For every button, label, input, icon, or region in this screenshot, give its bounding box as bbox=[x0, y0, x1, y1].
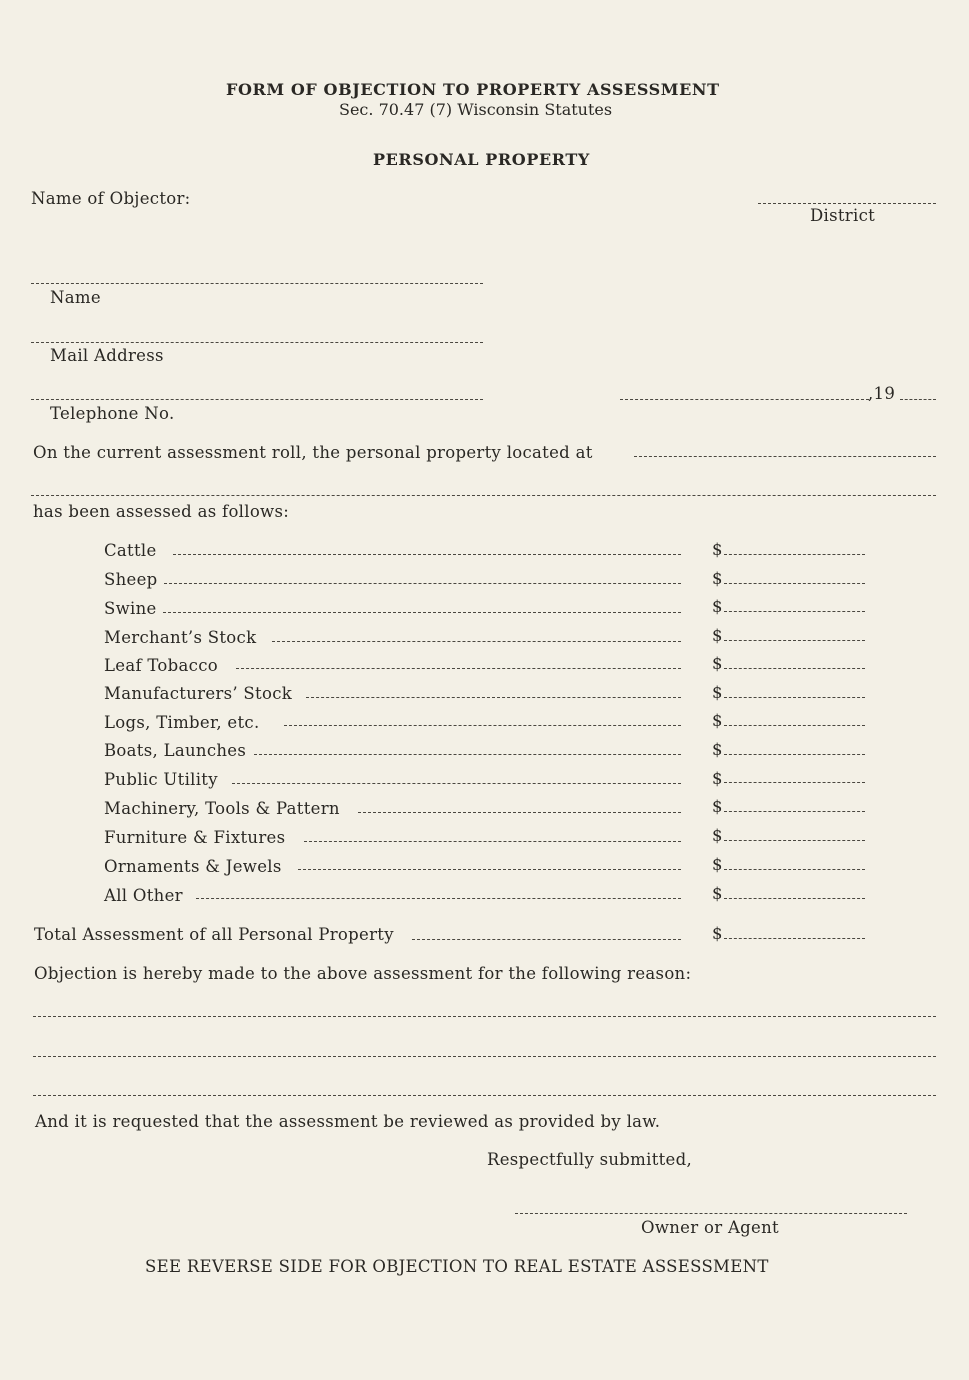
amount-field-logs-timber[interactable] bbox=[724, 725, 865, 726]
item-line-merchants-stock bbox=[272, 641, 681, 642]
dollar-sign: $ bbox=[712, 924, 723, 943]
item-line-boats-launches bbox=[254, 754, 681, 755]
item-line-logs-timber bbox=[284, 725, 681, 726]
item-label-manufacturers-stock: Manufacturers’ Stock bbox=[104, 684, 293, 703]
dollar-sign: $ bbox=[712, 769, 723, 788]
item-label-swine: Swine bbox=[104, 599, 157, 618]
dollar-sign: $ bbox=[712, 797, 723, 816]
footer-note: SEE REVERSE SIDE FOR OBJECTION TO REAL ESTATE ASSESSMENT bbox=[145, 1257, 769, 1276]
reason-line-3[interactable] bbox=[33, 1095, 936, 1096]
item-line-cattle bbox=[173, 554, 681, 555]
signature-label: Owner or Agent bbox=[641, 1218, 779, 1237]
dollar-sign: $ bbox=[712, 884, 723, 903]
district-label: District bbox=[810, 206, 876, 225]
name-line[interactable] bbox=[31, 283, 483, 284]
item-line-furniture-fixtures bbox=[304, 841, 681, 842]
item-line-sheep bbox=[164, 583, 681, 584]
signature-line[interactable] bbox=[515, 1213, 907, 1214]
total-amount-field[interactable] bbox=[724, 938, 865, 939]
location-text: On the current assessment roll, the personal property located at bbox=[33, 443, 593, 462]
amount-field-all-other[interactable] bbox=[724, 898, 865, 899]
amount-field-furniture-fixtures[interactable] bbox=[724, 840, 865, 841]
location-line-2[interactable] bbox=[31, 495, 936, 496]
item-label-logs-timber: Logs, Timber, etc. bbox=[104, 713, 260, 732]
item-label-all-other: All Other bbox=[104, 886, 183, 905]
item-label-public-utility: Public Utility bbox=[104, 770, 218, 789]
dollar-sign: $ bbox=[712, 654, 723, 673]
item-line-manufacturers-stock bbox=[306, 697, 681, 698]
item-label-ornaments-jewels: Ornaments & Jewels bbox=[104, 857, 282, 876]
amount-field-manufacturers-stock[interactable] bbox=[724, 697, 865, 698]
dollar-sign: $ bbox=[712, 597, 723, 616]
amount-field-cattle[interactable] bbox=[724, 554, 865, 555]
item-label-machinery-tools: Machinery, Tools & Pattern bbox=[104, 799, 340, 818]
item-label-boats-launches: Boats, Launches bbox=[104, 741, 247, 760]
review-request-text: And it is requested that the assessment be reviewed as provided by law. bbox=[35, 1112, 661, 1131]
dollar-sign: $ bbox=[712, 711, 723, 730]
item-line-all-other bbox=[196, 898, 681, 899]
amount-field-machinery-tools[interactable] bbox=[724, 811, 865, 812]
statute-reference: Sec. 70.47 (7) Wisconsin Statutes bbox=[339, 100, 613, 119]
section-heading: PERSONAL PROPERTY bbox=[373, 150, 590, 169]
amount-field-sheep[interactable] bbox=[724, 583, 865, 584]
item-line-machinery-tools bbox=[358, 812, 681, 813]
telephone-line[interactable] bbox=[31, 399, 483, 400]
name-label: Name bbox=[50, 288, 101, 307]
amount-field-swine[interactable] bbox=[724, 611, 865, 612]
dollar-sign: $ bbox=[712, 683, 723, 702]
dollar-sign: $ bbox=[712, 855, 723, 874]
total-line bbox=[412, 939, 681, 940]
dollar-sign: $ bbox=[712, 626, 723, 645]
item-label-leaf-tobacco: Leaf Tobacco bbox=[104, 656, 218, 675]
assessed-text: has been assessed as follows: bbox=[33, 502, 290, 521]
year-prefix: ,19 bbox=[868, 384, 896, 403]
objector-label: Name of Objector: bbox=[31, 189, 191, 208]
item-label-sheep: Sheep bbox=[104, 570, 158, 589]
date-line[interactable] bbox=[620, 399, 869, 400]
amount-field-public-utility[interactable] bbox=[724, 782, 865, 783]
amount-field-boats-launches[interactable] bbox=[724, 754, 865, 755]
item-label-furniture-fixtures: Furniture & Fixtures bbox=[104, 828, 286, 847]
item-line-ornaments-jewels bbox=[298, 869, 681, 870]
closing-text: Respectfully submitted, bbox=[487, 1150, 693, 1169]
item-line-public-utility bbox=[232, 783, 681, 784]
dollar-sign: $ bbox=[712, 569, 723, 588]
amount-field-ornaments-jewels[interactable] bbox=[724, 869, 865, 870]
reason-line-1[interactable] bbox=[33, 1016, 936, 1017]
total-label: Total Assessment of all Personal Property bbox=[34, 925, 394, 944]
district-line[interactable] bbox=[758, 203, 936, 204]
reason-line-2[interactable] bbox=[33, 1056, 936, 1057]
dollar-sign: $ bbox=[712, 740, 723, 759]
location-line[interactable] bbox=[634, 456, 936, 457]
mail-address-label: Mail Address bbox=[50, 346, 164, 365]
form-title: FORM OF OBJECTION TO PROPERTY ASSESSMENT bbox=[226, 80, 720, 99]
objection-text: Objection is hereby made to the above assessment for the following reason: bbox=[34, 964, 692, 983]
dollar-sign: $ bbox=[712, 540, 723, 559]
mail-address-line[interactable] bbox=[31, 342, 483, 343]
telephone-label: Telephone No. bbox=[50, 404, 175, 423]
item-line-leaf-tobacco bbox=[236, 668, 681, 669]
dollar-sign: $ bbox=[712, 826, 723, 845]
amount-field-merchants-stock[interactable] bbox=[724, 640, 865, 641]
amount-field-leaf-tobacco[interactable] bbox=[724, 668, 865, 669]
year-line[interactable] bbox=[900, 399, 936, 400]
item-label-cattle: Cattle bbox=[104, 541, 157, 560]
item-line-swine bbox=[163, 612, 681, 613]
item-label-merchants-stock: Merchant’s Stock bbox=[104, 628, 257, 647]
